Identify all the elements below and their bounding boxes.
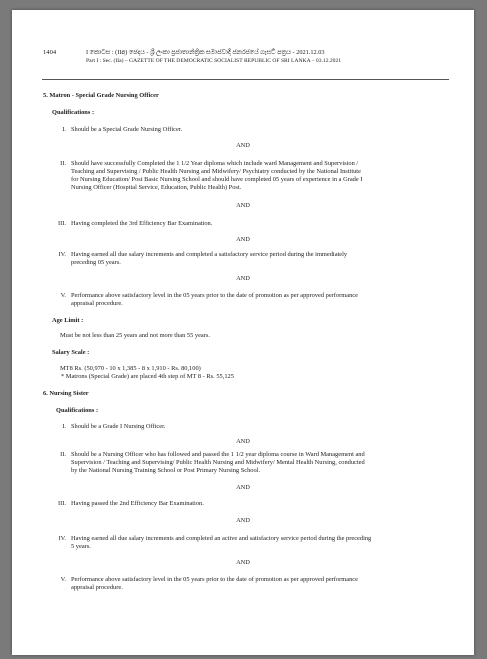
header-english-line: Part I : Sec. (IIa) – GAZETTE OF THE DEMOCRATIC SOCIALIST REPUBLIC OF SRI LANKA – 03.12.2021 — [86, 58, 342, 64]
s5-item-4-number: IV. — [58, 251, 66, 258]
s6-item-3-line-1: Having passed the 2nd Efficiency Bar Examination. — [71, 500, 204, 507]
age-limit-text: Must be not less than 25 years and not more than 55 years. — [60, 332, 210, 339]
and-divider: AND — [236, 559, 250, 566]
s6-item-4-line-2: 5 years. — [71, 543, 91, 550]
header-rule — [42, 79, 449, 80]
s6-item-5-line-2: appraisal procedure. — [71, 584, 123, 591]
s5-item-5-number: V. — [60, 292, 66, 299]
s6-item-1-line-1: Should be a Grade I Nursing Officer. — [71, 423, 166, 430]
and-divider: AND — [236, 484, 250, 491]
s5-item-1-line-1: Should be a Special Grade Nursing Officer. — [71, 126, 183, 133]
s6-item-1-number: I. — [62, 423, 66, 430]
and-divider: AND — [236, 202, 250, 209]
salary-scale-line-2: * Matrons (Special Grade) are placed 4th step of MT 8 - Rs. 55,125 — [61, 373, 234, 380]
s5-item-2-line-1: Should have successfully Completed the 1 1/2 Year diploma which include ward Management and Supervision / — [71, 160, 359, 167]
and-divider: AND — [236, 438, 250, 445]
s6-item-5-number: V. — [60, 576, 66, 583]
s5-item-5-line-1: Performance above satisfactory level in the 05 years prior to the date of promotion as per approved performance — [71, 292, 358, 299]
age-limit-label: Age Limit : — [52, 317, 84, 324]
page-number: 1404 — [43, 49, 57, 56]
section-6-title: 6. Nursing Sister — [43, 390, 89, 397]
s6-item-2-line-3: by the National Nursing Training School or Post Primary Nursing School. — [71, 467, 261, 474]
s5-item-4-line-1: Having earned all due salary increments and completed a satisfactory service period during the immediately — [71, 251, 348, 258]
s6-item-5-line-1: Performance above satisfactory level in the 05 years prior to the date of promotion as per approved performance — [71, 576, 358, 583]
gazette-page — [12, 10, 474, 655]
s5-item-5-line-2: appraisal procedure. — [71, 300, 123, 307]
and-divider: AND — [236, 142, 250, 149]
s5-item-3-line-1: Having completed the 3rd Efficiency Bar Examination. — [71, 220, 213, 227]
s5-item-2-line-2: Teaching and Supervising / Public Health Nursing and Midwifery/ Psychiatry conducted by the National Institute — [71, 168, 361, 175]
s6-item-2-line-2: Supervision / Teaching and Supervising/ Public Health Nursing and Midwifery/ Mental Health Nursing, conducted — [71, 459, 365, 466]
s6-item-2-line-1: Should be a Nursing Officer who has followed and passed the 1 1/2 year diploma course in Ward Management and — [71, 451, 365, 458]
and-divider: AND — [236, 275, 250, 282]
section-5-title: 5. Matron - Special Grade Nursing Officer — [43, 92, 159, 99]
s5-item-4-line-2: preceding 05 years. — [71, 259, 121, 266]
s6-item-4-number: IV. — [58, 535, 66, 542]
section-5-qualifications-label: Qualifications : — [52, 109, 95, 116]
header-sinhala-line: I කොටස : (IIඅ) ඡෙදය - ශ්‍රී ලංකා ප්‍රජාතාන්ත්‍රික සමාජවාදී ජනරජයේ ගැසට් පත්‍රය - 2021.12.03 — [86, 49, 325, 56]
and-divider: AND — [236, 236, 250, 243]
s5-item-1-number: I. — [62, 126, 66, 133]
s5-item-2-number: II. — [60, 160, 66, 167]
and-divider: AND — [236, 517, 250, 524]
salary-scale-line-1: MT8 Rs. (50,970 - 10 x 1,385 - 8 x 1,910 - Rs. 80,100) — [60, 365, 201, 372]
s5-item-2-line-4: Nursing Officer (Hospital Service, Education, Public Health) Post. — [71, 184, 242, 191]
s6-item-4-line-1: Having earned all due salary increments and completed an active and satisfactory service period during the preceding — [71, 535, 372, 542]
s6-item-3-number: III. — [58, 500, 66, 507]
s5-item-3-number: III. — [58, 220, 66, 227]
s6-item-2-number: II. — [60, 451, 66, 458]
salary-scale-label: Salary Scale : — [52, 349, 90, 356]
s5-item-2-line-3: for Nursing Education/ Post Basic Nursing School and should have completed 05 years of experience in a Grade I — [71, 176, 363, 183]
section-6-qualifications-label: Qualifications : — [56, 407, 99, 414]
